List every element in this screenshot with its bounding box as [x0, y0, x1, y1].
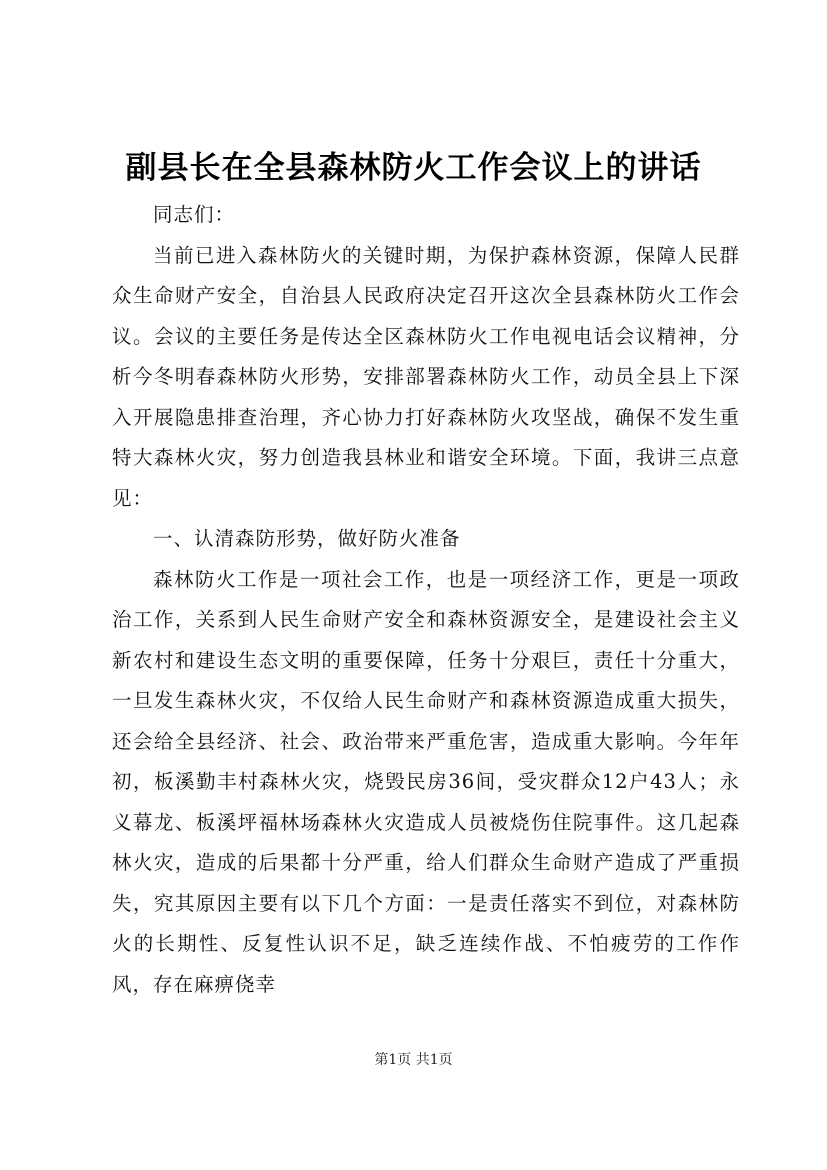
page-title: 副县长在全县森林防火工作会议上的讲话	[125, 150, 702, 186]
page-number: 第1页 共1页	[374, 1052, 453, 1068]
salutation: 同志们：	[153, 203, 236, 226]
paragraph-intro: 当前已进入森林防火的关键时期，为保护森林资源，保障人民群众生命财产安全，自治县人民政府决定召开这次全县森林防火工作会议。会议的主要任务是传达全区森林防火工作电视电话会议精神，分析今冬明春森林防火形势，安排部署森林防火工作，动员全县上下深入开展隐患排查治理，齐心协力打好森林防火攻坚战，确保不发生重特大森林火灾，努力创造我县林业和谐安全环境。下面，我讲三点意见：	[112, 243, 740, 510]
section-heading: 一、认清森防形势，做好防火准备	[153, 527, 461, 550]
paragraph-body: 森林防火工作是一项社会工作，也是一项经济工作，更是一项政治工作，关系到人民生命财产安全和森林资源安全，是建设社会主义新农村和建设生态文明的重要保障，任务十分艰巨，责任十分重大，一旦发生森林火灾，不仅给人民生命财产和森林资源造成重大损失，还会给全县经济、社会、政治带来严重危害，造成重大影响。今年年初，板溪勤丰村森林火灾，烧毁民房36间，受灾群众12户43人；永义幕龙、板溪坪福林场森林火灾造成人员被烧伤住院事件。这几起森林火灾，造成的后果都十分严重，给人们群众生命财产造成了严重损失，究其原因主要有以下几个方面：一是责任落实不到位，对森林防火的长期性、反复性认识不足，缺乏连续作战、不怕疲劳的工作作风，存在麻痹侥幸	[112, 567, 740, 996]
document-body	[112, 195, 740, 1005]
